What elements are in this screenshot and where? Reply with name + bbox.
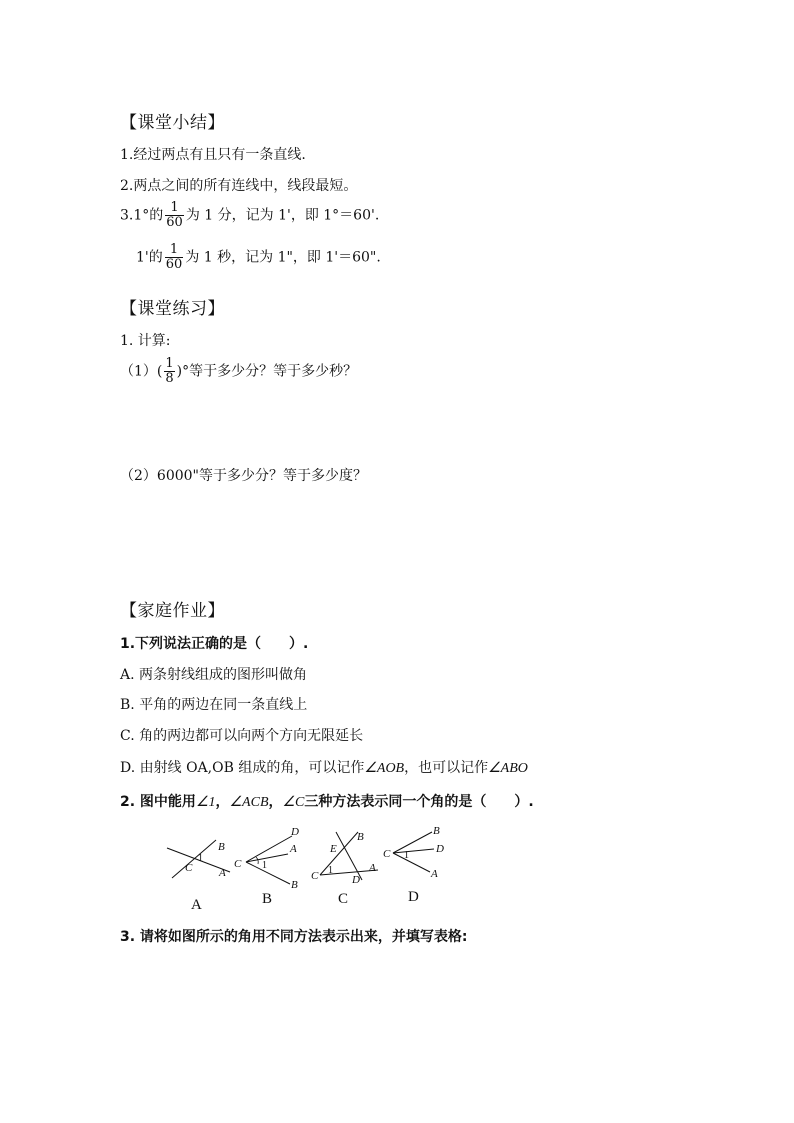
label-c: C: [234, 858, 242, 870]
label-b: B: [357, 831, 364, 843]
caption-b: B: [262, 891, 273, 907]
label-a: A: [369, 862, 376, 874]
label-1: 1: [404, 850, 409, 861]
angle-symbol: ∠C: [282, 795, 305, 810]
practice-q1b: （2）6000"等于多少分？等于多少度？: [120, 468, 367, 484]
homework-q3: 3. 请将如图所示的角用不同方法表示出来，并填写表格:: [120, 929, 468, 945]
figure-b: [234, 826, 299, 891]
label-c: C: [383, 848, 391, 860]
q2-sep: ，: [268, 794, 283, 810]
label-b: B: [433, 825, 440, 837]
label-a: A: [431, 868, 438, 880]
caption-a: A: [191, 897, 202, 913]
fraction: [165, 201, 184, 230]
label-b: B: [218, 841, 225, 853]
label-1: 1: [328, 865, 333, 876]
label-e: E: [330, 843, 337, 855]
homework-option-d: [120, 759, 528, 778]
fraction: [165, 243, 184, 272]
practice-heading: 【课堂练习】: [120, 299, 225, 319]
angle-symbol: ∠ABO: [488, 761, 528, 776]
figure-a: [167, 840, 230, 879]
label-d: D: [291, 826, 299, 838]
fraction-numerator: 1: [165, 243, 184, 258]
practice-q1a-pre: （1）(: [120, 363, 163, 380]
summary-item-3: [120, 201, 379, 230]
label-b: B: [291, 879, 298, 891]
homework-option-c: C. 角的两边都可以向两个方向无限延长: [120, 728, 364, 744]
angle-symbol: ∠1: [195, 795, 216, 810]
summary-item-4-post: 为 1 秒，记为 1"，即 1'＝60".: [185, 249, 381, 266]
fraction-numerator: 1: [165, 201, 184, 216]
option-d-pre: D. 由射线 OA,OB 组成的角，可以记作: [120, 760, 365, 776]
angle-figures: [0, 820, 794, 920]
practice-q1: 1. 计算:: [120, 333, 171, 349]
fraction-denominator: 60: [166, 215, 183, 230]
summary-item-3-post: 为 1 分，记为 1'，即 1°＝60'.: [185, 207, 380, 224]
label-c: C: [311, 870, 319, 882]
label-a: A: [219, 867, 226, 879]
practice-q1a: [120, 357, 357, 386]
q2-post: 三种方法表示同一个角的是（ ）.: [304, 794, 534, 810]
homework-heading: 【家庭作业】: [120, 601, 225, 621]
caption-c: C: [338, 891, 349, 907]
label-d: D: [436, 843, 444, 855]
fraction-denominator: 60: [165, 257, 183, 272]
caption-d: D: [408, 889, 419, 905]
summary-item-4: [136, 243, 381, 272]
summary-heading: 【课堂小结】: [120, 113, 225, 133]
summary-item-4-pre: 1'的: [136, 249, 163, 266]
homework-q2: [120, 791, 534, 811]
homework-option-b: B. 平角的两边在同一条直线上: [120, 697, 308, 713]
label-1: 1: [262, 860, 267, 871]
label-d: D: [352, 874, 360, 886]
q2-pre: 2. 图中能用: [120, 794, 196, 810]
fraction: [164, 357, 174, 386]
summary-item-3-pre: 3.1°的: [120, 207, 164, 224]
label-a: A: [290, 843, 297, 855]
label-c: C: [185, 862, 193, 874]
practice-q1a-post: )°等于多少分？等于多少秒？: [176, 363, 358, 380]
homework-option-a: A. 两条射线组成的图形叫做角: [120, 667, 308, 683]
option-d-mid: ，也可以记作: [404, 760, 489, 776]
summary-item-1: 1.经过两点有且只有一条直线.: [120, 147, 306, 163]
summary-item-2: 2.两点之间的所有连线中，线段最短。: [120, 178, 358, 194]
q2-sep: ，: [215, 794, 230, 810]
label-1: 1: [198, 853, 203, 864]
homework-q1: 1.下列说法正确的是（ ）.: [120, 636, 309, 652]
angle-symbol: ∠AOB: [364, 761, 405, 776]
fraction-denominator: 8: [165, 371, 174, 386]
angle-symbol: ∠ACB: [229, 795, 269, 810]
fraction-numerator: 1: [165, 356, 174, 371]
figure-c: [311, 831, 378, 886]
figure-d: [383, 825, 444, 880]
